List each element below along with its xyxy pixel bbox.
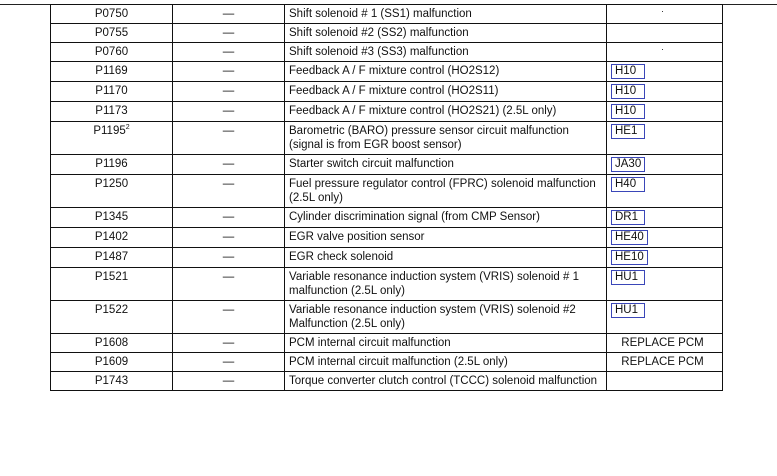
dtc-code: P1487 [51,248,173,268]
mil-dash: — [173,62,285,82]
mil-dash: — [173,228,285,248]
mil-dash: — [173,353,285,372]
dtc-description: PCM internal circuit malfunction [285,334,607,353]
reference-link[interactable]: H10 [611,64,645,79]
reference-link[interactable]: HE1 [611,124,645,139]
table-row [51,228,723,248]
table-row [51,5,723,24]
dtc-description: Feedback A / F mixture control (HO2S11) [285,82,607,102]
mil-dash: — [173,372,285,391]
table-row [51,372,723,391]
dtc-description: Variable resonance induction system (VRIS) solenoid #2 Malfunction (2.5L only) [285,301,607,334]
reference-link[interactable]: HU1 [611,270,645,285]
reference-text: REPLACE PCM [607,334,723,353]
dtc-code: P1345 [51,208,173,228]
dtc-code: P1743 [51,372,173,391]
dtc-description: Shift solenoid #3 (SS3) malfunction [285,43,607,62]
mil-dash: — [173,24,285,43]
mil-dash: — [173,102,285,122]
table-row [51,175,723,208]
mil-dash: — [173,5,285,24]
table-row [51,208,723,228]
footnote-marker: 2 [125,124,130,131]
table-row [51,155,723,175]
dtc-description: Variable resonance induction system (VRIS) solenoid # 1 malfunction (2.5L only) [285,268,607,301]
mil-dash: — [173,208,285,228]
reference-link[interactable]: H10 [611,84,645,99]
reference-link[interactable]: DR1 [611,210,645,225]
reference-link[interactable]: H40 [611,177,645,192]
reference-link[interactable]: HE10 [611,250,648,265]
dtc-code: P1609 [51,353,173,372]
mil-dash: — [173,43,285,62]
dtc-description: Shift solenoid #2 (SS2) malfunction [285,24,607,43]
dtc-code: P1250 [51,175,173,208]
reference-cell [607,372,723,391]
reference-link[interactable]: HU1 [611,303,645,318]
table-row [51,82,723,102]
dot-mark: · [607,43,723,62]
dtc-code: P1196 [51,155,173,175]
dtc-code: P1521 [51,268,173,301]
mil-dash: — [173,122,285,155]
dtc-description: Torque converter clutch control (TCCC) solenoid malfunction [285,372,607,391]
mil-dash: — [173,268,285,301]
dtc-code: P1195$^2$ [51,122,173,155]
dtc-description: EGR check solenoid [285,248,607,268]
dtc-description: Barometric (BARO) pressure sensor circuit malfunction (signal is from EGR boost sensor) [285,122,607,155]
dtc-code: P1170 [51,82,173,102]
mil-dash: — [173,82,285,102]
dtc-description: Shift solenoid # 1 (SS1) malfunction [285,5,607,24]
mil-dash: — [173,175,285,208]
dtc-table [50,4,723,391]
mil-dash: — [173,248,285,268]
reference-text: REPLACE PCM [607,353,723,372]
dtc-description: Cylinder discrimination signal (from CMP Sensor) [285,208,607,228]
table-row [51,43,723,62]
dtc-description: Feedback A / F mixture control (HO2S12) [285,62,607,82]
table-row [51,102,723,122]
dtc-code: P1402 [51,228,173,248]
dot-mark: · [607,5,723,24]
dtc-code: P0760 [51,43,173,62]
table-row [51,353,723,372]
table-row [51,24,723,43]
reference-link[interactable]: JA30 [611,157,645,172]
dtc-description: EGR valve position sensor [285,228,607,248]
dtc-code: P0750 [51,5,173,24]
mil-dash: — [173,155,285,175]
mil-dash: — [173,301,285,334]
table-row [51,122,723,155]
table-row [51,62,723,82]
table-row [51,301,723,334]
mil-dash: — [173,334,285,353]
table-row [51,334,723,353]
dtc-code: P1522 [51,301,173,334]
dtc-description: Starter switch circuit malfunction [285,155,607,175]
dtc-description: PCM internal circuit malfunction (2.5L only) [285,353,607,372]
reference-link[interactable]: H10 [611,104,645,119]
table-row [51,268,723,301]
dtc-code: P0755 [51,24,173,43]
dtc-code: P1608 [51,334,173,353]
reference-cell [607,24,723,43]
dtc-code: P1169 [51,62,173,82]
dtc-code: P1173 [51,102,173,122]
table-row [51,248,723,268]
reference-link[interactable]: HE40 [611,230,648,245]
dtc-description: Feedback A / F mixture control (HO2S21) (2.5L only) [285,102,607,122]
dtc-description: Fuel pressure regulator control (FPRC) solenoid malfunction (2.5L only) [285,175,607,208]
